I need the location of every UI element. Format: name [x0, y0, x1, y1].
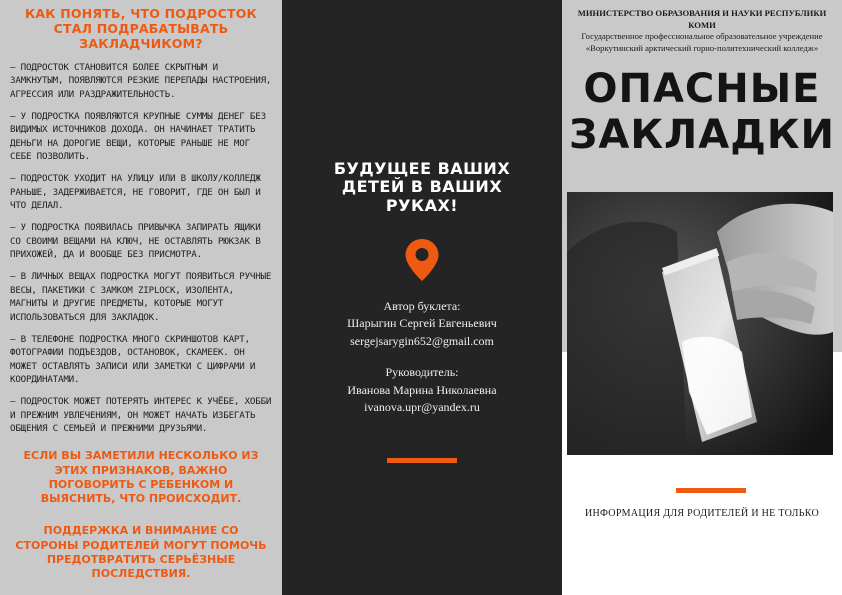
ministry-name: МИНИСТЕРСТВО ОБРАЗОВАНИЯ И НАУКИ РЕСПУБЛИКИ КОМИ: [577, 8, 827, 30]
author-name: Шарыгин Сергей Евгеньевич: [347, 316, 497, 331]
author-label: Автор буклета:: [383, 299, 461, 313]
credits-panel: [282, 0, 562, 595]
sign-item: – В ТЕЛЕФОНЕ ПОДРОСТКА МНОГО СКРИНШОТОВ КАРТ, ФОТОГРАФИИ ПОДЪЕЗДОВ, ОСТАНОВОК, СКАМЕЕК. ОН МОЖЕТ ОСТАВЛЯТЬ ЗАПИСИ ИЛИ ЗАМЕТКИ С ЦИФРАМИ И КООРДИНАТАМИ.: [10, 333, 256, 385]
support-callout: ПОДДЕРЖКА И ВНИМАНИЕ СО СТОРОНЫ РОДИТЕЛЕЙ МОГУТ ПОМОЧЬ ПРЕДОТВРАТИТЬ СЕРЬЁЗНЫЕ ПОСЛЕДСТВИЯ.: [15, 524, 267, 581]
cover-panel: [562, 0, 842, 595]
location-pin-icon: [404, 238, 440, 282]
institution-type: Государственное профессиональное образовательное учреждение: [581, 31, 823, 42]
signs-heading: КАК ПОНЯТЬ, ЧТО ПОДРОСТОК СТАЛ ПОДРАБАТЫВАТЬ ЗАКЛАДЧИКОМ?: [25, 6, 257, 51]
slogan: [282, 160, 562, 215]
advice-callout: ЕСЛИ ВЫ ЗАМЕТИЛИ НЕСКОЛЬКО ИЗ ЭТИХ ПРИЗНАКОВ, ВАЖНО ПОГОВОРИТЬ С РЕБЕНКОМ И ВЫЯСНИТЬ, ЧТО ПРОИСХОДИТ.: [23, 449, 259, 506]
cover-title: [562, 66, 842, 158]
accent-divider: [676, 488, 746, 493]
title-line: ЗАКЛАДКИ: [568, 112, 836, 158]
sign-item: – ПОДРОСТОК СТАНОВИТСЯ БОЛЕЕ СКРЫТНЫМ И ЗАМКНУТЫМ, ПОЯВЛЯЮТСЯ РЕЗКИЕ ПЕРЕПАДЫ НАСТРОЕНИЯ, АГРЕССИЯ ИЛИ РАЗДРАЖИТЕЛЬНОСТЬ.: [10, 62, 272, 100]
signs-panel: [0, 0, 282, 595]
sign-item: – У ПОДРОСТКА ПОЯВИЛАСЬ ПРИВЫЧКА ЗАПИРАТЬ ЯЩИКИ СО СВОИМИ ВЕЩАМИ НА КЛЮЧ, НЕ ОСТАВЛЯТЬ РЮКЗАК В ПРИХОЖЕЙ, ДА И ВООБЩЕ БЕЗ ПРИСМОТРА.: [10, 222, 261, 261]
author-email: sergejsarygin652@gmail.com: [350, 333, 494, 348]
supervisor-email: ivanova.upr@yandex.ru: [364, 399, 480, 414]
institution-header: [566, 8, 838, 54]
sign-item: – У ПОДРОСТКА ПОЯВЛЯЮТСЯ КРУПНЫЕ СУММЫ ДЕНЕГ БЕЗ ВИДИМЫХ ИСТОЧНИКОВ ДОХОДА. ОН НАЧИНАЕТ ТРАТИТЬ ДЕНЬГИ НА ДОРОГИЕ ВЕЩИ, КОТОРЫЕ РАНЬШЕ НЕ МОГ СЕБЕ ПОЗВОЛИТЬ.: [10, 111, 266, 163]
institution-name: «Воркутинский арктический горно-политехнический колледж»: [585, 42, 819, 53]
hand-holding-bag-photo: [567, 192, 833, 455]
audience-caption: ИНФОРМАЦИЯ ДЛЯ РОДИТЕЛЕЙ И НЕ ТОЛЬКО: [584, 508, 820, 519]
slogan-line: ДЕТЕЙ В ВАШИХ: [341, 177, 503, 197]
slogan-line: РУКАХ!: [385, 195, 459, 215]
slogan-line: БУДУЩЕЕ ВАШИХ: [333, 159, 511, 178]
title-line: ОПАСНЫЕ: [583, 66, 821, 112]
sign-item: – В ЛИЧНЫХ ВЕЩАХ ПОДРОСТКА МОГУТ ПОЯВИТЬСЯ РУЧНЫЕ ВЕСЫ, ПАКЕТИКИ С ЗАМКОМ ZIPLOCK, ИЗОЛЕНТА, МАГНИТЫ И ДРУГИЕ ПРЕДМЕТЫ, КОТОРЫЕ МОГУТ ИСПОЛЬЗОВАТЬСЯ ДЛЯ ЗАКЛАДОК.: [10, 271, 272, 323]
sign-item: – ПОДРОСТОК УХОДИТ НА УЛИЦУ ИЛИ В ШКОЛУ/КОЛЛЕДЖ РАНЬШЕ, ЗАДЕРЖИВАЕТСЯ, НЕ ГОВОРИТ, ГДЕ ОН БЫЛ И ЧТО ДЕЛАЛ.: [10, 173, 261, 212]
supervisor-name: Иванова Марина Николаевна: [347, 382, 497, 397]
accent-divider: [387, 458, 457, 463]
credits-block: [282, 298, 562, 416]
supervisor-label: Руководитель:: [385, 365, 459, 380]
sign-item: – ПОДРОСТОК МОЖЕТ ПОТЕРЯТЬ ИНТЕРЕС К УЧЁБЕ, ХОББИ И ПРЕЖНИМ УВЛЕЧЕНИЯМ, ОН МОЖЕТ НАЧАТЬ ИЗБЕГАТЬ ОБЩЕНИЯ С СЕМЬЕЙ И ПРЕЖНИМИ ДРУЗЬЯМИ.: [10, 396, 272, 434]
